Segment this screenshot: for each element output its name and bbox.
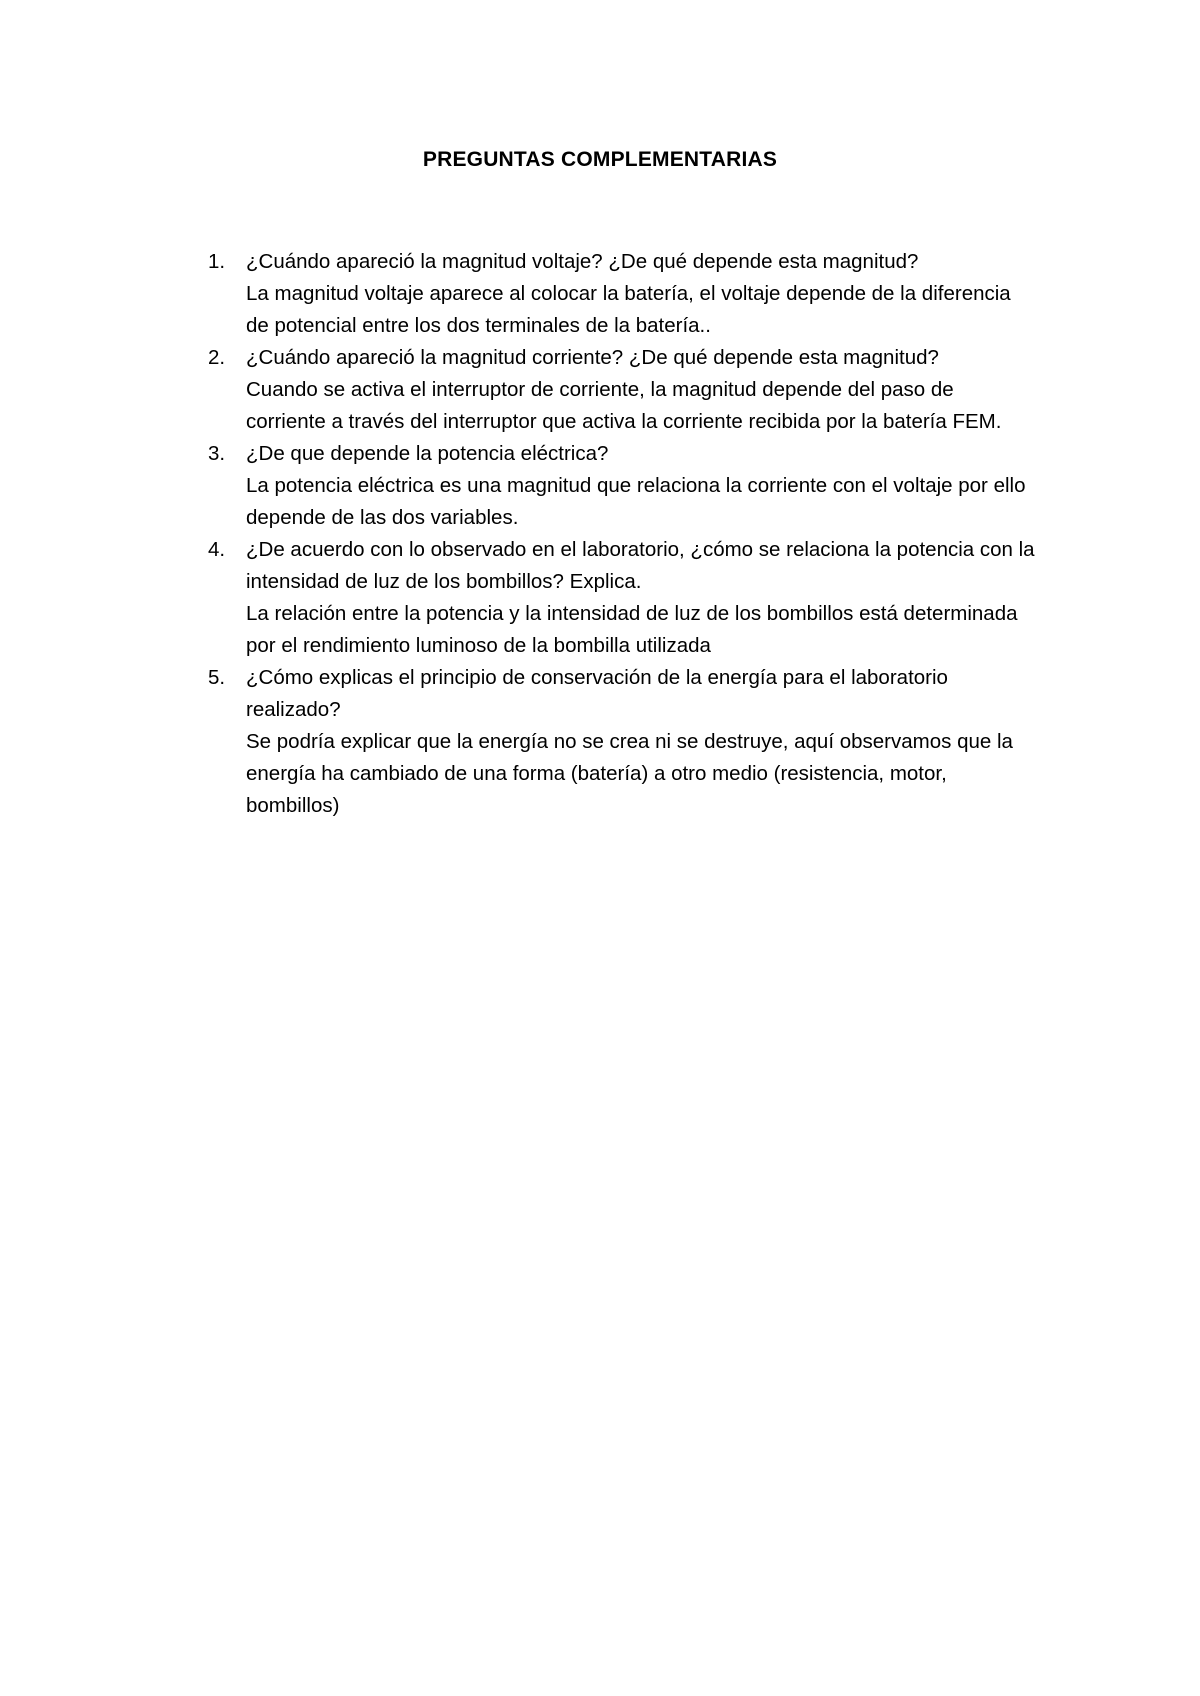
answer-text: Se podría explicar que la energía no se crea ni se destruye, aquí observamos que la energía ha cambiado de una forma (batería) a otro medio (resistencia, motor, bombillos) [246,730,1013,817]
question-text: ¿De que depende la potencia eléctrica? [246,442,609,465]
question-text: ¿De acuerdo con lo observado en el laboratorio, ¿cómo se relaciona la potencia con la intensidad de luz de los bombillos? Explica. [246,538,1035,593]
question-item-4 [208,534,1036,662]
question-text: ¿Cuándo apareció la magnitud voltaje? ¿De qué depende esta magnitud? [246,250,919,273]
answer-text: La magnitud voltaje aparece al colocar la batería, el voltaje depende de la diferencia de potencial entre los dos terminales de la batería.. [246,282,1011,337]
question-list [208,246,1036,822]
answer-text: Cuando se activa el interruptor de corriente, la magnitud depende del paso de corriente a través del interruptor que activa la corriente recibida por la batería FEM. [246,378,1002,433]
question-item-2 [208,342,1036,438]
item-number: 3. [208,442,226,465]
item-number: 1. [208,250,226,273]
question-text: ¿Cuándo apareció la magnitud corriente? ¿De qué depende esta magnitud? [246,346,939,369]
item-number: 5. [208,666,226,689]
document-title: PREGUNTAS COMPLEMENTARIAS [422,148,778,171]
answer-text: La potencia eléctrica es una magnitud que relaciona la corriente con el voltaje por ello depende de las dos variables. [246,474,1026,529]
question-item-3 [208,438,1036,534]
question-item-5 [208,662,1036,822]
answer-text: La relación entre la potencia y la intensidad de luz de los bombillos está determinada por el rendimiento luminoso de la bombilla utilizada [246,602,1018,657]
item-number: 2. [208,346,226,369]
question-text: ¿Cómo explicas el principio de conservación de la energía para el laboratorio realizado? [246,666,948,721]
item-number: 4. [208,538,226,561]
question-item-1 [208,246,1036,342]
